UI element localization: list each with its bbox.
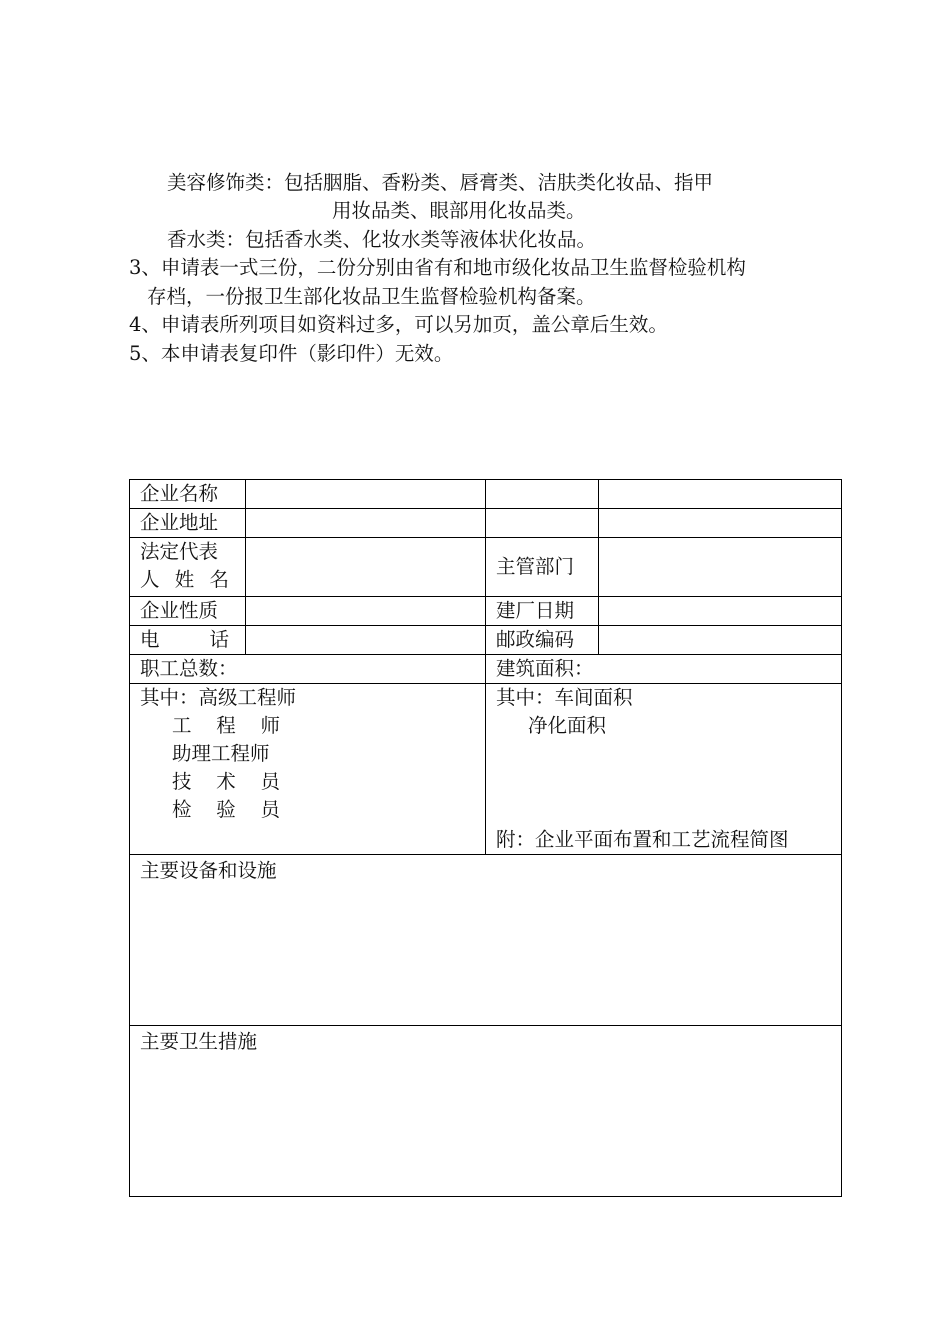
main-hygiene-label: 主要卫生措施 [140,1030,258,1053]
phone-label [140,626,245,654]
field-phone[interactable] [246,626,486,655]
label-phone [130,626,246,655]
application-form-table [129,479,842,1197]
field-blank[interactable] [599,480,842,509]
legal-rep-char: 人 [140,568,160,591]
engineer-char: 工 [172,714,192,737]
note-line: 存档，一份报卫生部化妆品卫生监督检验机构备案。 [147,285,596,308]
field-legal-representative[interactable] [246,538,486,597]
label-company-name: 企业名称 [130,480,246,509]
inspector-char: 验 [216,798,236,821]
label-company-address: 企业地址 [130,509,246,538]
field-blank[interactable] [486,509,599,538]
staff-breakdown-cell[interactable] [130,684,486,855]
note-line: 5、本申请表复印件（影印件）无效。 [129,342,454,365]
note-line: 4、申请表所列项目如资料过多，可以另加页，盖公章后生效。 [129,313,668,336]
main-hygiene-cell[interactable] [130,1026,842,1197]
label-supervisor-dept: 主管部门 [486,538,599,597]
technician-char: 员 [260,770,280,793]
phone-char: 话 [209,628,229,651]
staff-inspector [140,796,485,824]
field-supervisor-dept[interactable] [599,538,842,597]
area-breakdown-cell[interactable] [486,684,842,855]
label-legal-representative [130,538,246,597]
technician-char: 技 [172,770,192,793]
main-equipment-label: 主要设备和设施 [140,859,277,882]
legal-rep-char: 名 [209,568,229,591]
field-company-name[interactable] [246,480,486,509]
label-company-nature: 企业性质 [130,597,246,626]
staff-assistant-engineer: 助理工程师 [172,742,270,765]
workshop-area-label: 其中：车间面积 [496,686,633,709]
legal-rep-line1: 法定代表 [140,540,219,563]
field-company-nature[interactable] [246,597,486,626]
legal-rep-line2 [140,566,245,594]
note-line: 3、申请表一式三份，二份分别由省有和地市级化妆品卫生监督检验机构 [129,256,746,279]
field-blank[interactable] [599,509,842,538]
phone-char: 电 [140,628,160,651]
field-company-address[interactable] [246,509,486,538]
note-line: 美容修饰类：包括胭脂、香粉类、唇膏类、洁肤类化妆品、指甲 [167,171,714,194]
attachment-note: 附：企业平面布置和工艺流程简图 [496,828,789,851]
engineer-char: 师 [260,714,280,737]
main-equipment-cell[interactable] [130,855,842,1026]
note-line: 香水类：包括香水类、化妆水类等液体状化妆品。 [167,228,597,251]
legal-rep-char: 姓 [174,568,195,591]
label-total-staff[interactable]: 职工总数： [130,655,486,684]
field-postal-code[interactable] [599,626,842,655]
clean-area-label: 净化面积 [528,714,607,737]
staff-senior-engineer [140,684,485,712]
staff-engineer [140,712,485,740]
inspector-char: 检 [172,798,192,821]
senior-engineer-label: 高级工程师 [198,686,297,709]
inspector-char: 员 [260,798,280,821]
technician-char: 术 [216,770,236,793]
label-postal-code: 邮政编码 [486,626,599,655]
engineer-char: 程 [216,714,236,737]
field-blank[interactable] [486,480,599,509]
staff-prefix: 其中： [140,686,199,709]
field-build-date[interactable] [599,597,842,626]
label-build-date: 建厂日期 [486,597,599,626]
note-line: 用妆品类、眼部用化妆品类。 [332,199,586,222]
label-building-area[interactable]: 建筑面积： [486,655,842,684]
staff-technician [140,768,485,796]
